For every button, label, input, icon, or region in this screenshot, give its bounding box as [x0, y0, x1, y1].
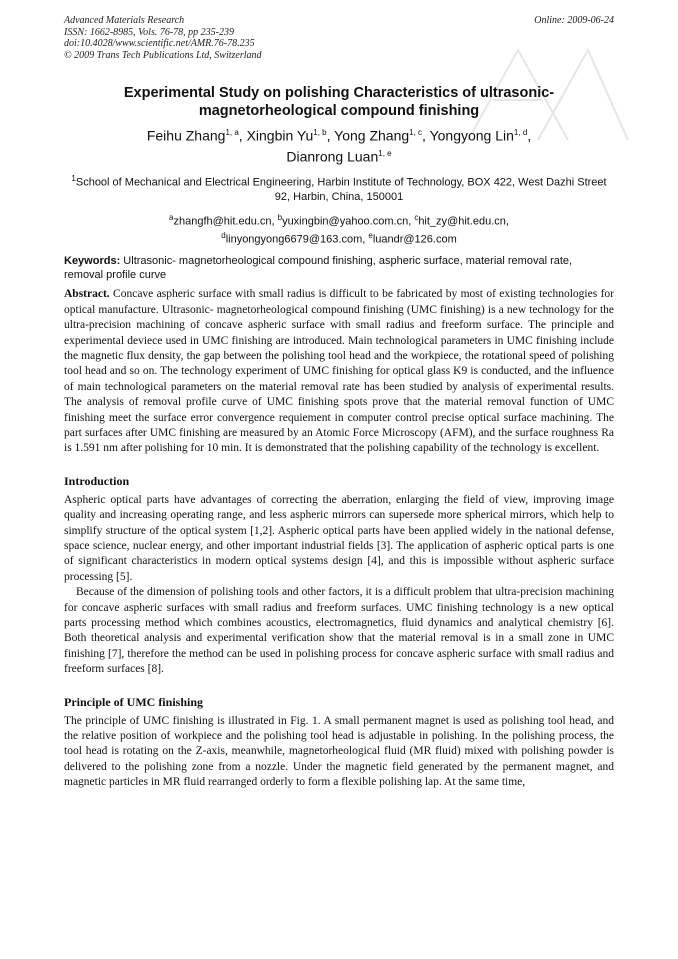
- email-address[interactable]: yuxingbin@yahoo.com.cn: [282, 215, 409, 228]
- author: Yong Zhang: [334, 127, 410, 144]
- author: Xingbin Yu: [246, 127, 314, 144]
- paper-content: [64, 84, 614, 791]
- affil-text: School of Mechanical and Electrical Engineering, Harbin Institute of Technology, BOX 422, West Dazhi Street 92, Harbin, China, 150001: [75, 176, 607, 203]
- section-heading-introduction: Introduction: [64, 473, 130, 488]
- abstract-text: Concave aspheric surface with small radius is difficult to be fabricated by most of existing technologies for optical manufacture. Ultrasonic- magnetorheological compound finishing (UMC finishing) is a new technology for the ultra-precision machining of concave aspheric surface with small radius and freeform surface. The principle and experimental deviece used in UMC finishing are introduced. Main technological parameters in UMC finishing include the magnetic flux density, the gap between the polishing tool head and the workpiece, the rotational speed of polishing tool head and so on. The technology experiment of UMC finishing for optical glass K9 is conducted, and the influence of main technological parameters on the material removal rate has been studied by analysis of experimental results. The analysis of removal profile curve of UMC finishing spots prove that the material removal function of UMC finishing meet the surface error convergence requiement in computer control precise optical surface machining. The part surfaces after UMC finishing are measured by an Atomic Force Microscopy (AFM), and the surface roughness Ra is 1.591 nm after polishing for 10 min. It is demonstrated that the polishing capability of the technology is excellent.: [64, 288, 614, 455]
- intro-paragraph-2: Because of the dimension of polishing tools and other factors, it is a difficult problem that ultra-precision machining for concave aspheric surfaces with small radius and freeform surfaces. UMC finishing technology is a new optical parts processing method which combines acoustics, electromagnetics, fluid dynamics and analytical chemistry [6]. Both theoretical analysis and experimental verification show that the material removal is in a small zone in UMC finishing [7], therefore the method can be used in polishing process for concave aspheric surface with small radius and freeform surfaces [8].: [64, 586, 614, 676]
- keywords-text: Ultrasonic- magnetorheological compound finishing, aspheric surface, material removal rate, removal profile curve: [64, 255, 573, 282]
- email-sep: ,: [505, 215, 509, 228]
- email-address[interactable]: zhangfh@hit.edu.cn: [173, 215, 272, 228]
- author-affil-mark: 1, e: [378, 148, 392, 158]
- online-date: Online: 2009-06-24: [534, 15, 614, 26]
- email-mark: e: [368, 230, 373, 240]
- copyright-line: © 2009 Trans Tech Publications Ltd, Switzerland: [64, 49, 262, 61]
- author-sep: ,: [238, 127, 247, 144]
- intro-paragraph-1: Aspheric optical parts have advantages of correcting the aberration, enlarging the field of view, improving image quality and increasing operating range, and less aspheric mirrors can supersede more spherical mirrors, which help to simplify structure of the optical system [1,2]. Aspheric optical parts have been applied widely in the national defense, space science, nuclear energy, and other important industrial fields [3]. The application of aspheric optical parts is one of significant characteristics in modern optical systems design [4], and this is impossible without aspheric surface processing [5].: [64, 493, 614, 583]
- email-mark: b: [277, 212, 283, 222]
- affil-mark: 1: [71, 174, 76, 184]
- email-mark: a: [169, 212, 174, 222]
- title-line-2: magnetorheological compound finishing: [198, 103, 480, 119]
- email-address[interactable]: hit_zy@hit.edu.cn: [418, 215, 506, 228]
- doi-line: doi:10.4028/www.scientific.net/AMR.76-78.235: [64, 38, 255, 49]
- keywords: [64, 254, 614, 282]
- email-list: [64, 211, 614, 246]
- author-affil-mark: 1, d: [513, 128, 528, 137]
- paper-title: [64, 84, 614, 120]
- principle-paragraph-1: The principle of UMC finishing is illustrated in Fig. 1. A small permanent magnet is used as polishing tool head, and the relative position of workpiece and the polishing tool head is adjustable in polishing. In the polishing process, the tool head is rotating on the Z-axis, meanwhile, magnetorheological fluid (MR fluid) mixed with polishing powder is delivered to the polishing zone from a nozzle. Under the magnetic field generated by the permanent magnet, and magnetic particles in MR fluid rearranged orderly to form a flexible polishing lap. At the same time,: [64, 714, 614, 789]
- author-sep: ,: [326, 127, 335, 144]
- author-affil-mark: 1, a: [225, 128, 239, 137]
- abstract-label: Abstract.: [64, 288, 110, 301]
- email-sep: ,: [362, 233, 369, 246]
- issn-line: ISSN: 1662-8985, Vols. 76-78, pp 235-239: [64, 26, 234, 38]
- author: Feihu Zhang: [146, 127, 226, 144]
- email-sep: ,: [271, 215, 278, 228]
- author: Yongyong Lin: [429, 127, 514, 144]
- journal-header: [64, 15, 262, 61]
- author-affil-mark: 1, b: [313, 128, 327, 137]
- email-address[interactable]: luandr@126.com: [372, 233, 457, 246]
- email-address[interactable]: linyongyong6679@163.com: [225, 233, 363, 246]
- author-affil-mark: 1, c: [409, 128, 423, 137]
- email-mark: d: [221, 230, 226, 240]
- email-sep: ,: [408, 215, 415, 228]
- keywords-label: Keywords:: [64, 255, 121, 268]
- section-heading-principle: Principle of UMC finishing: [64, 694, 204, 709]
- email-mark: c: [414, 212, 419, 222]
- affiliation: [64, 172, 614, 204]
- author-sep: ,: [422, 127, 430, 144]
- journal-name: Advanced Materials Research: [64, 15, 185, 26]
- abstract: [64, 287, 614, 456]
- author-sep: ,: [527, 127, 532, 144]
- author-list: [64, 124, 614, 165]
- title-line-1: Experimental Study on polishing Characteristics of ultrasonic-: [123, 85, 555, 101]
- author: Dianrong Luan: [286, 148, 379, 165]
